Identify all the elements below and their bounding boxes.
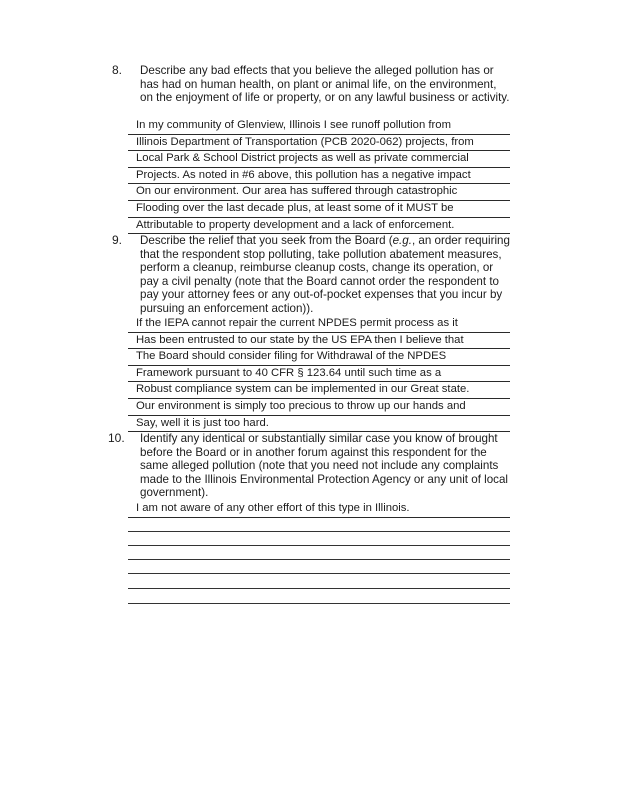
answer-line: I am not aware of any other effort of this type in Illinois. <box>128 501 510 518</box>
answer-line: Local Park & School District projects as well as private commercial <box>128 151 510 168</box>
prompt-text: , an order requiring that the respondent stop polluting, take pollution abatement measures, perform a cleanup, reimburse cleanup costs, change its operation, or pay a civil penalty (note that the Board cannot order the respondent to pay your attorney fees or any out-of-pocket expenses that you incur by pursuing an enforcement action)). <box>140 234 510 315</box>
blank-answer-line <box>128 559 510 560</box>
answer-line: If the IEPA cannot repair the current NPDES permit process as it <box>128 316 510 333</box>
question-10-prompt: Identify any identical or substantially similar case you know of brought before the Board or in another forum against this respondent for the same alleged pollution (note that you need not include any complaints made to the Illinois Environmental Protection Agency or any unit of local government). <box>140 432 508 500</box>
blank-answer-line <box>128 603 510 604</box>
answer-line: Framework pursuant to 40 CFR § 123.64 until such time as a <box>128 366 510 383</box>
answer-line: On our environment. Our area has suffered through catastrophic <box>128 184 510 201</box>
answer-line: The Board should consider filing for Withdrawal of the NPDES <box>128 349 510 366</box>
answer-line: Say, well it is just too hard. <box>128 416 510 433</box>
answer-line: Projects. As noted in #6 above, this pollution has a negative impact <box>128 168 510 185</box>
answer-line: Has been entrusted to our state by the US EPA then I believe that <box>128 333 510 350</box>
prompt-text: Describe the relief that you seek from the Board ( <box>140 234 393 247</box>
prompt-italic-text: e.g. <box>392 234 412 247</box>
answer-line: Robust compliance system can be implemented in our Great state. <box>128 382 510 399</box>
blank-answer-line <box>128 545 510 546</box>
question-10-answer <box>128 501 510 518</box>
answer-line: Attributable to property development and a lack of enforcement. <box>128 218 510 235</box>
answer-line: Our environment is simply too precious to throw up our hands and <box>128 399 510 416</box>
blank-answer-line <box>128 573 510 574</box>
answer-line: Flooding over the last decade plus, at least some of it MUST be <box>128 201 510 218</box>
question-9-number: 9. <box>112 233 123 247</box>
answer-line: Illinois Department of Transportation (PCB 2020-062) projects, from <box>128 135 510 152</box>
question-9-prompt <box>140 234 510 316</box>
question-10-number: 10. <box>108 431 125 445</box>
question-8-number: 8. <box>112 63 123 77</box>
blank-answer-line <box>128 588 510 589</box>
question-9-answer <box>128 316 510 432</box>
question-8-prompt: Describe any bad effects that you believe the alleged pollution has or has had on human health, on plant or animal life, on the environment, on the enjoyment of life or property, or on any lawful business or activity. <box>140 64 510 105</box>
question-8-answer <box>128 118 510 234</box>
blank-answer-line <box>128 531 510 532</box>
answer-line: In my community of Glenview, Illinois I see runoff pollution from <box>128 118 510 135</box>
